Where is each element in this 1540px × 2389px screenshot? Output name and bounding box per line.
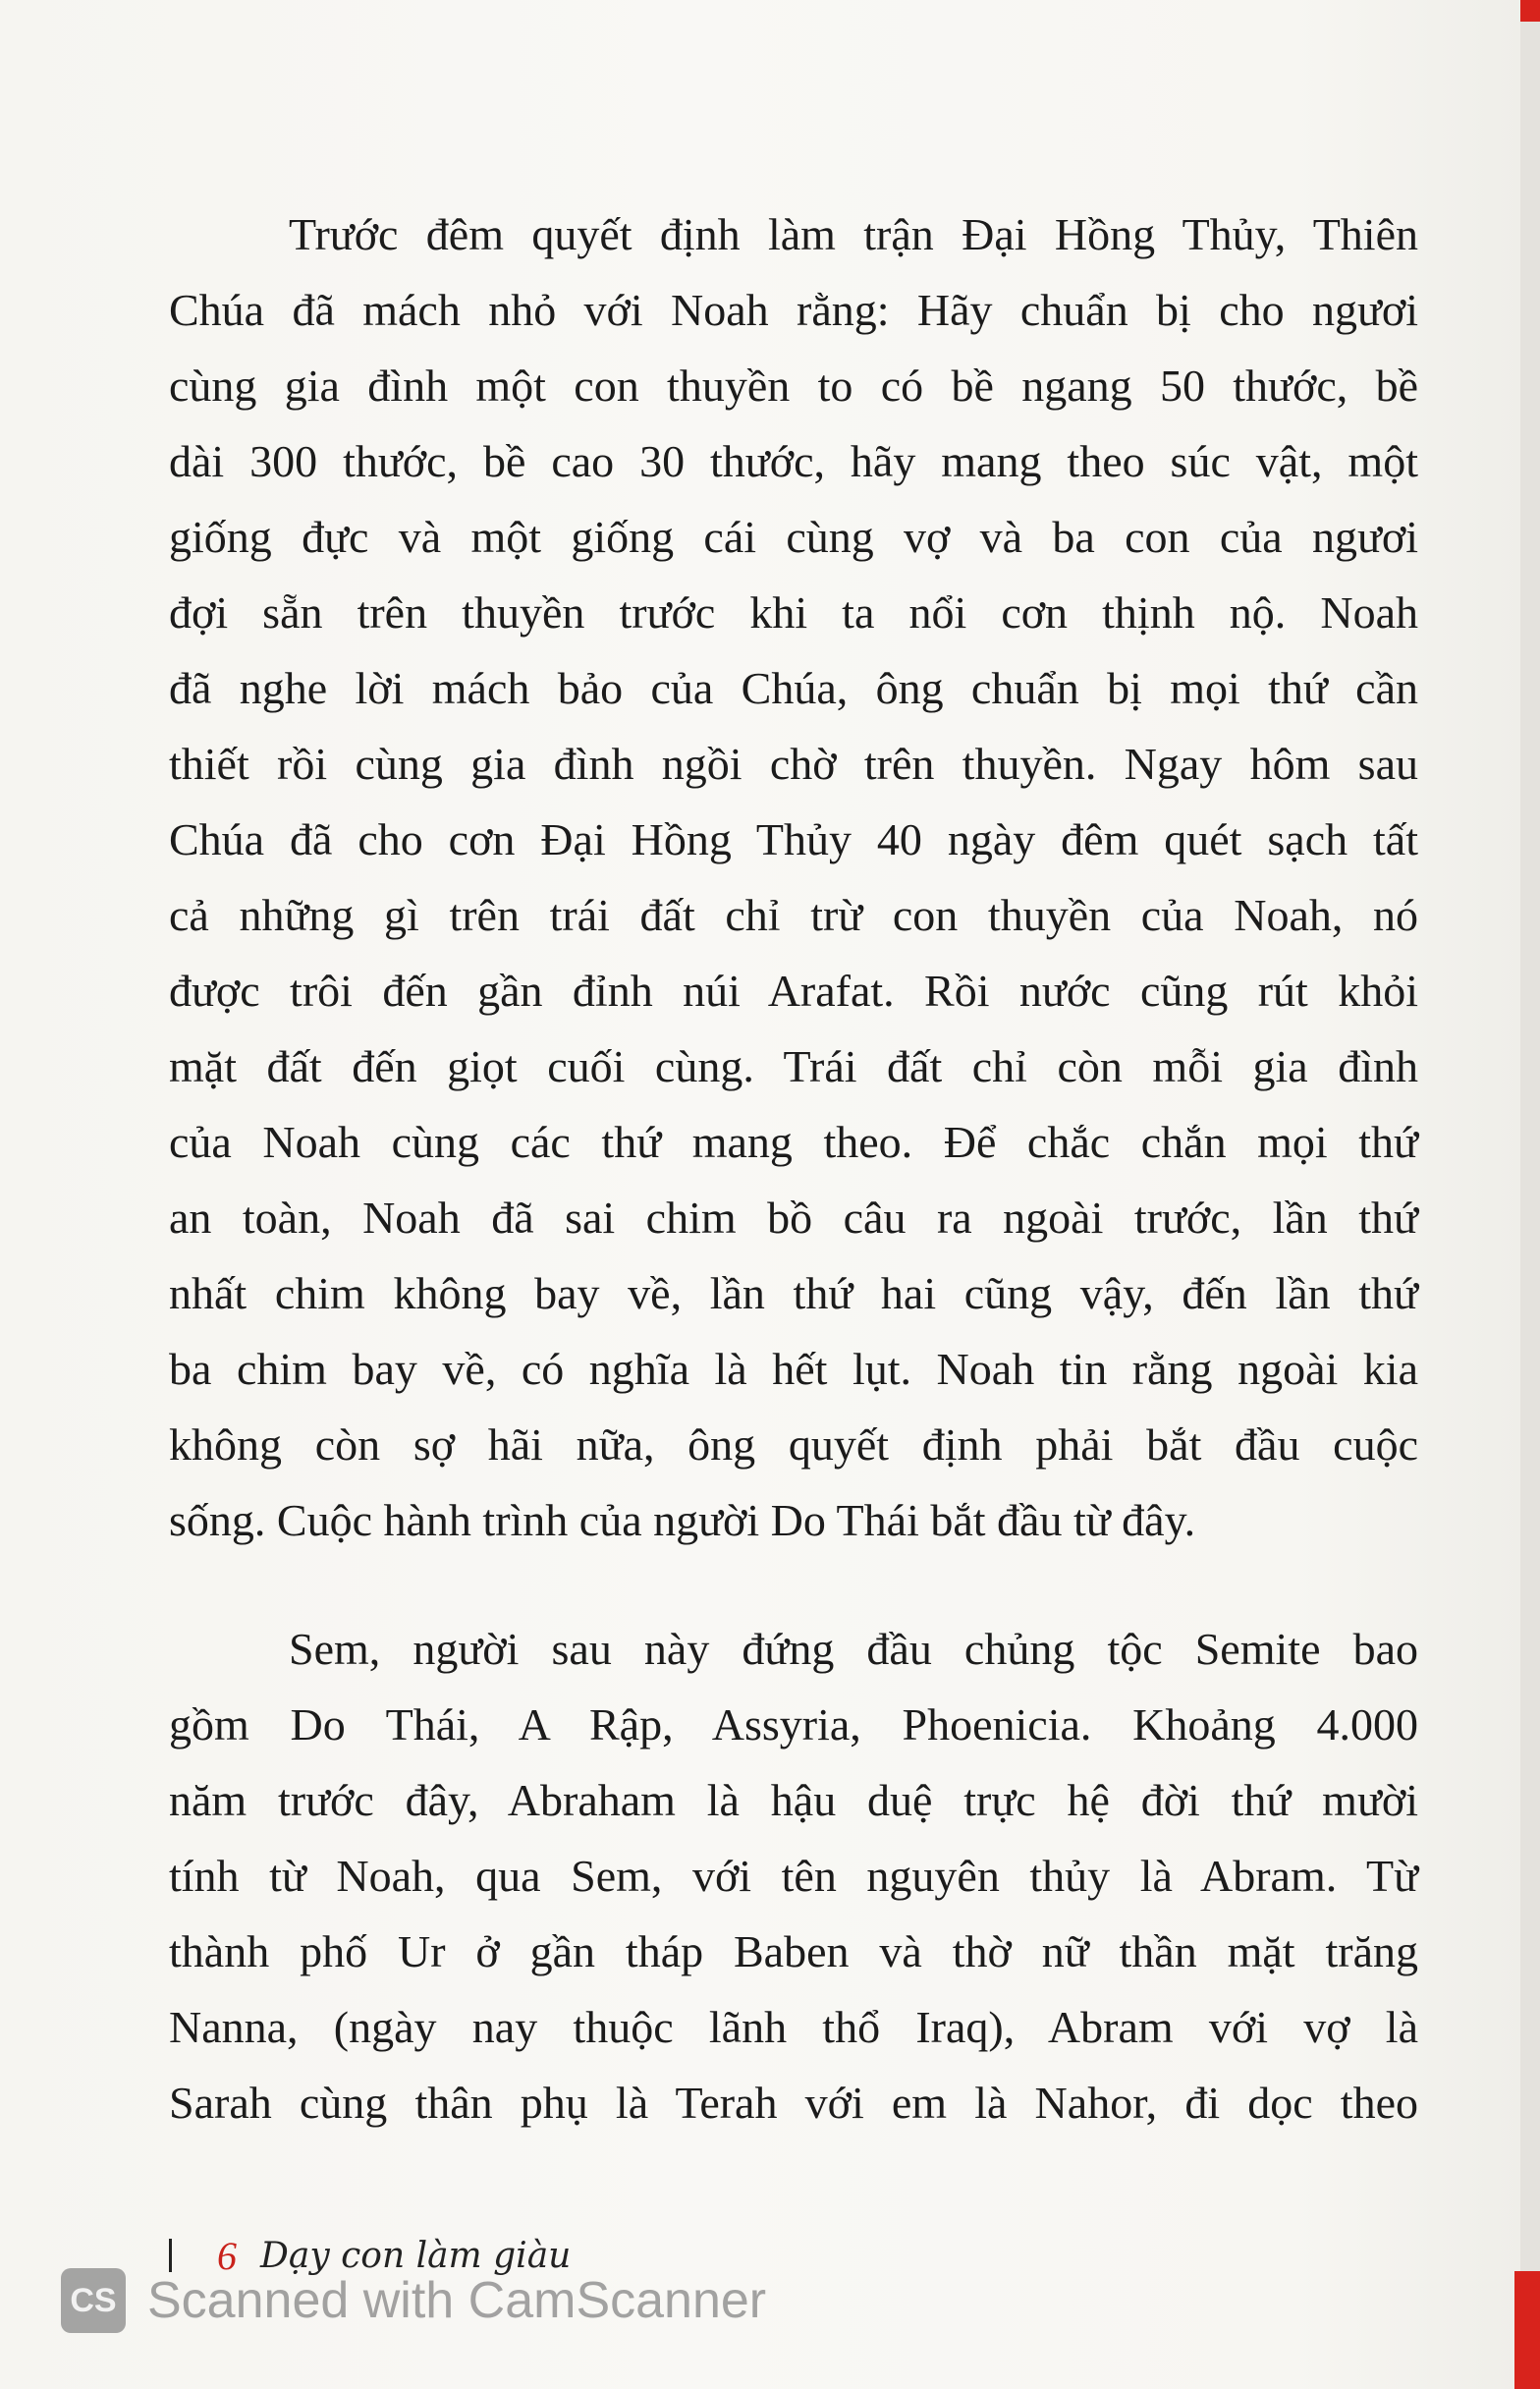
red-page-edge-bottom bbox=[1514, 2271, 1540, 2389]
text-line: ba chim bay về, có nghĩa là hết lụt. Noah tin rằng ngoài kia bbox=[169, 1344, 1418, 1394]
paragraph-1 bbox=[169, 196, 1418, 1558]
text-line: Chúa đã mách nhỏ với Noah rằng: Hãy chuẩn bị cho ngươi bbox=[169, 285, 1418, 335]
text-line: Sem, người sau này đứng đầu chủng tộc Semite bao bbox=[289, 1624, 1418, 1674]
text-line: được trôi đến gần đỉnh núi Arafat. Rồi nước cũng rút khỏi bbox=[169, 966, 1418, 1016]
text-line: tính từ Noah, qua Sem, với tên nguyên thủy là Abram. Từ bbox=[169, 1851, 1418, 1901]
text-line: Nanna, (ngày nay thuộc lãnh thổ Iraq), Abram với vợ là bbox=[169, 2002, 1418, 2052]
text-line: cả những gì trên trái đất chỉ trừ con thuyền của Noah, nó bbox=[169, 890, 1418, 940]
text-line: mặt đất đến giọt cuối cùng. Trái đất chỉ còn mỗi gia đình bbox=[169, 1041, 1418, 1091]
text-line: an toàn, Noah đã sai chim bồ câu ra ngoài trước, lần thứ bbox=[169, 1193, 1418, 1243]
text-line: sống. Cuộc hành trình của người Do Thái bắt đầu từ đây. bbox=[169, 1495, 1196, 1545]
text-line: đợi sẵn trên thuyền trước khi ta nổi cơn thịnh nộ. Noah bbox=[169, 587, 1418, 638]
text-line: không còn sợ hãi nữa, ông quyết định phải bắt đầu cuộc bbox=[169, 1419, 1418, 1470]
text-line: nhất chim không bay về, lần thứ hai cũng vậy, đến lần thứ bbox=[169, 1268, 1418, 1318]
text-line: gồm Do Thái, A Rập, Assyria, Phoenicia. Khoảng 4.000 bbox=[169, 1699, 1418, 1750]
paragraph-2 bbox=[169, 1611, 1418, 2140]
running-title: Dạy con làm giàu bbox=[260, 2235, 572, 2276]
text-line: thiết rồi cùng gia đình ngồi chờ trên thuyền. Ngay hôm sau bbox=[169, 739, 1418, 789]
body-text bbox=[169, 196, 1418, 2140]
text-line: Trước đêm quyết định làm trận Đại Hồng Thủy, Thiên bbox=[289, 209, 1418, 259]
watermark-text: Scanned with CamScanner bbox=[147, 2272, 767, 2329]
text-line: đã nghe lời mách bảo của Chúa, ông chuẩn bị mọi thứ cần bbox=[169, 663, 1418, 713]
red-page-edge-top bbox=[1520, 0, 1540, 22]
text-line: của Noah cùng các thứ mang theo. Để chắc chắn mọi thứ bbox=[169, 1117, 1418, 1167]
paragraph-spacer bbox=[169, 1558, 1418, 1611]
text-line: năm trước đây, Abraham là hậu duệ trực hệ đời thứ mười bbox=[169, 1775, 1418, 1825]
page-number: 6 bbox=[217, 2233, 237, 2278]
text-line: giống đực và một giống cái cùng vợ và ba con của ngươi bbox=[169, 512, 1418, 562]
text-line: Chúa đã cho cơn Đại Hồng Thủy 40 ngày đêm quét sạch tất bbox=[169, 814, 1418, 864]
camscanner-logo-icon: CS bbox=[61, 2268, 126, 2333]
scanner-watermark bbox=[61, 2265, 766, 2336]
text-line: Sarah cùng thân phụ là Terah với em là Nahor, đi dọc theo bbox=[169, 2078, 1418, 2128]
text-line: cùng gia đình một con thuyền to có bề ngang 50 thước, bề bbox=[169, 361, 1418, 411]
text-line: dài 300 thước, bề cao 30 thước, hãy mang theo súc vật, một bbox=[169, 436, 1418, 486]
text-line: thành phố Ur ở gần tháp Baben và thờ nữ thần mặt trăng bbox=[169, 1926, 1418, 1976]
